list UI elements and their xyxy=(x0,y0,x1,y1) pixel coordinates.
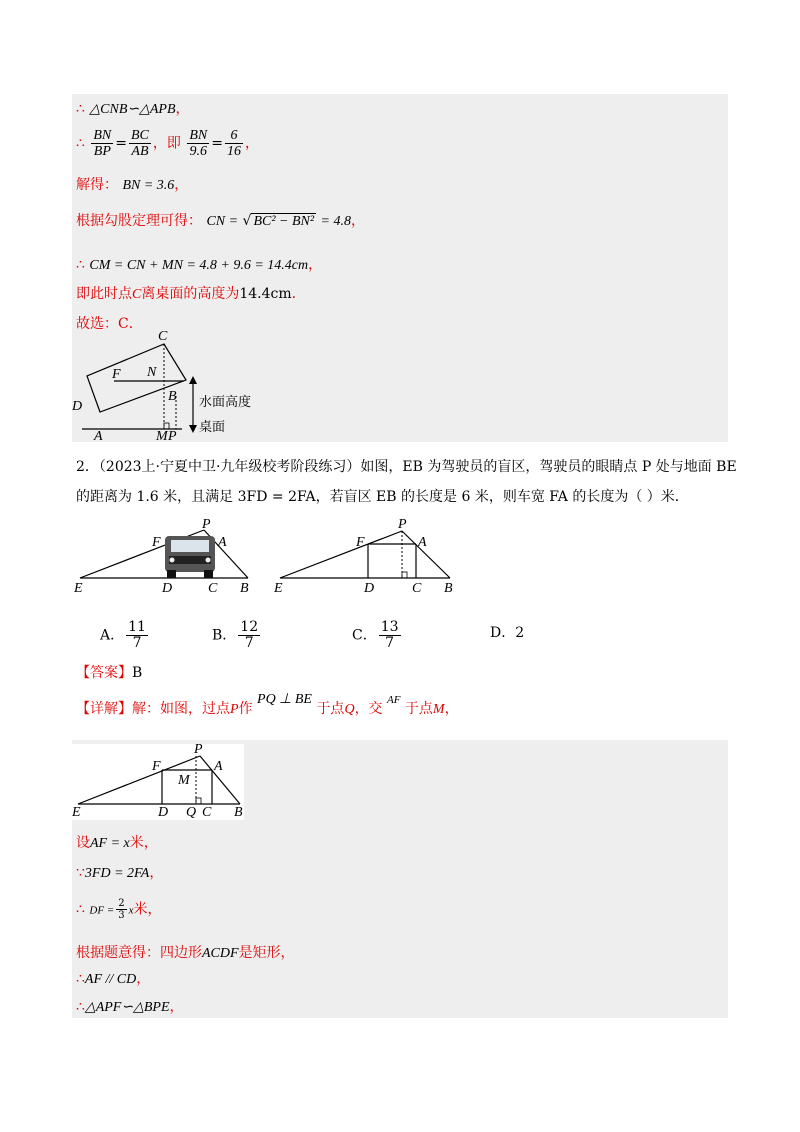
fig2-label-B: B xyxy=(240,581,249,596)
figure-1-box-diagram xyxy=(72,329,272,444)
label-B: B xyxy=(168,389,177,404)
fig3-label-D: D xyxy=(364,581,375,596)
fig4-label-E: E xyxy=(72,805,81,820)
fig3-label-P: P xyxy=(398,517,407,532)
fig2-label-D: D xyxy=(162,581,173,596)
sol1-line-5: ∴ CM = CN + MN = 4.8 + 9.6 = 14.4cm， xyxy=(76,257,323,273)
label-M: M xyxy=(156,429,168,444)
sol2-line-5: ∴AF // CD， xyxy=(76,971,151,987)
figure-2-car-diagram xyxy=(72,518,272,598)
sol1-line-7: 故选：C． xyxy=(76,316,143,332)
fig4-label-D: D xyxy=(158,805,169,820)
fraction: $\frac{11}{7}$ xyxy=(128,619,146,651)
fig3-label-B: B xyxy=(444,581,453,596)
detail-line: 【详解】解：如图，过点P作 PQ ⊥ BE 于点Q，交 $^{AF}$ 于点M， xyxy=(76,692,459,717)
fig3-label-E: E xyxy=(274,581,283,596)
figure-3-geometry-diagram xyxy=(272,518,472,598)
fig4-label-A: A xyxy=(214,759,223,774)
sol1-line-4: 根据勾股定理可得： CN = √ BC² − BN² = 4.8， xyxy=(76,213,365,229)
fig4-label-F: F xyxy=(152,759,161,774)
sol1-line-1: ∴ △CNB∽△APB， xyxy=(76,101,190,117)
option-b: B． $\frac{12}{7}$ xyxy=(212,619,259,651)
fraction: $\frac{2}{3}$ xyxy=(118,898,125,921)
label-D: D xyxy=(72,399,83,414)
sol2-line-3: ∴ DF = $\frac{2}{3}$ x米， xyxy=(76,898,162,921)
fig2-label-A: A xyxy=(218,535,227,550)
option-a: A． $\frac{11}{7}$ xyxy=(100,619,146,651)
fraction: $\frac{6}{16}$ xyxy=(226,128,241,159)
fig3-label-C: C xyxy=(412,581,422,596)
desk-label: 桌面 xyxy=(199,420,226,435)
fig3-label-A: A xyxy=(418,535,427,550)
water-height-label: 水面高度 xyxy=(199,395,252,410)
fraction: $\frac{BN}{9.6}$ xyxy=(189,128,208,159)
sol2-line-6: ∴△APF∽△BPE， xyxy=(76,999,184,1015)
option-d: D．2 xyxy=(490,625,525,641)
sol2-line-4: 根据题意得：四边形ACDF是矩形， xyxy=(76,945,295,961)
fig4-label-B: B xyxy=(234,805,243,820)
fig3-label-F: F xyxy=(356,535,365,550)
fig4-label-M: M xyxy=(178,773,190,788)
question-2-line-1: 2．（2023上·宁夏中卫·九年级校考阶段练习）如图，EB 为驾驶员的盲区，驾驶员的眼睛点 P 处与地面 BE xyxy=(76,459,737,475)
fig2-label-P: P xyxy=(202,517,211,532)
sol2-line-2: ∵3FD = 2FA， xyxy=(76,865,164,881)
label-C: C xyxy=(158,329,168,344)
answer-line: 【答案】B xyxy=(76,665,143,681)
question-2-line-2: 的距离为 1.6 米，且满足 3FD = 2FA，若盲区 EB 的长度是 6 米，则车宽 FA 的长度为（ ）米． xyxy=(76,489,689,505)
label-F: F xyxy=(112,367,121,382)
fig2-label-C: C xyxy=(208,581,218,596)
sol1-line-6: 即此时点C离桌面的高度为14.4cm． xyxy=(76,286,306,302)
sol1-line-2: ∴ $\frac{BN}{BP}$ = $\frac{BC}{AB}$ ，即 $\frac{BN}{9.6}$ = $\frac{6}{16}$ ， xyxy=(76,128,259,159)
label-N: N xyxy=(147,365,157,380)
fig4-label-P: P xyxy=(194,742,203,757)
fig4-label-C: C xyxy=(202,805,212,820)
fig2-label-E: E xyxy=(74,581,83,596)
fraction: $\frac{12}{7}$ xyxy=(240,619,259,651)
sqrt-sign: √ xyxy=(242,213,252,229)
option-c: C． $\frac{13}{7}$ xyxy=(352,619,399,651)
sol1-line-3: 解得： BN = 3.6， xyxy=(76,177,189,193)
sol2-line-1: 设AF = x米， xyxy=(76,835,158,851)
car-icon xyxy=(165,536,215,578)
fig2-label-F: F xyxy=(152,535,161,550)
fraction: $\frac{BN}{BP}$ xyxy=(93,128,112,159)
figure-4-geometry-diagram xyxy=(72,744,252,820)
fraction: $\frac{BC}{AB}$ xyxy=(131,128,149,159)
label-P: P xyxy=(168,429,177,444)
label-A: A xyxy=(94,429,103,444)
fig4-label-Q: Q xyxy=(186,805,197,820)
fraction: $\frac{13}{7}$ xyxy=(380,619,399,651)
